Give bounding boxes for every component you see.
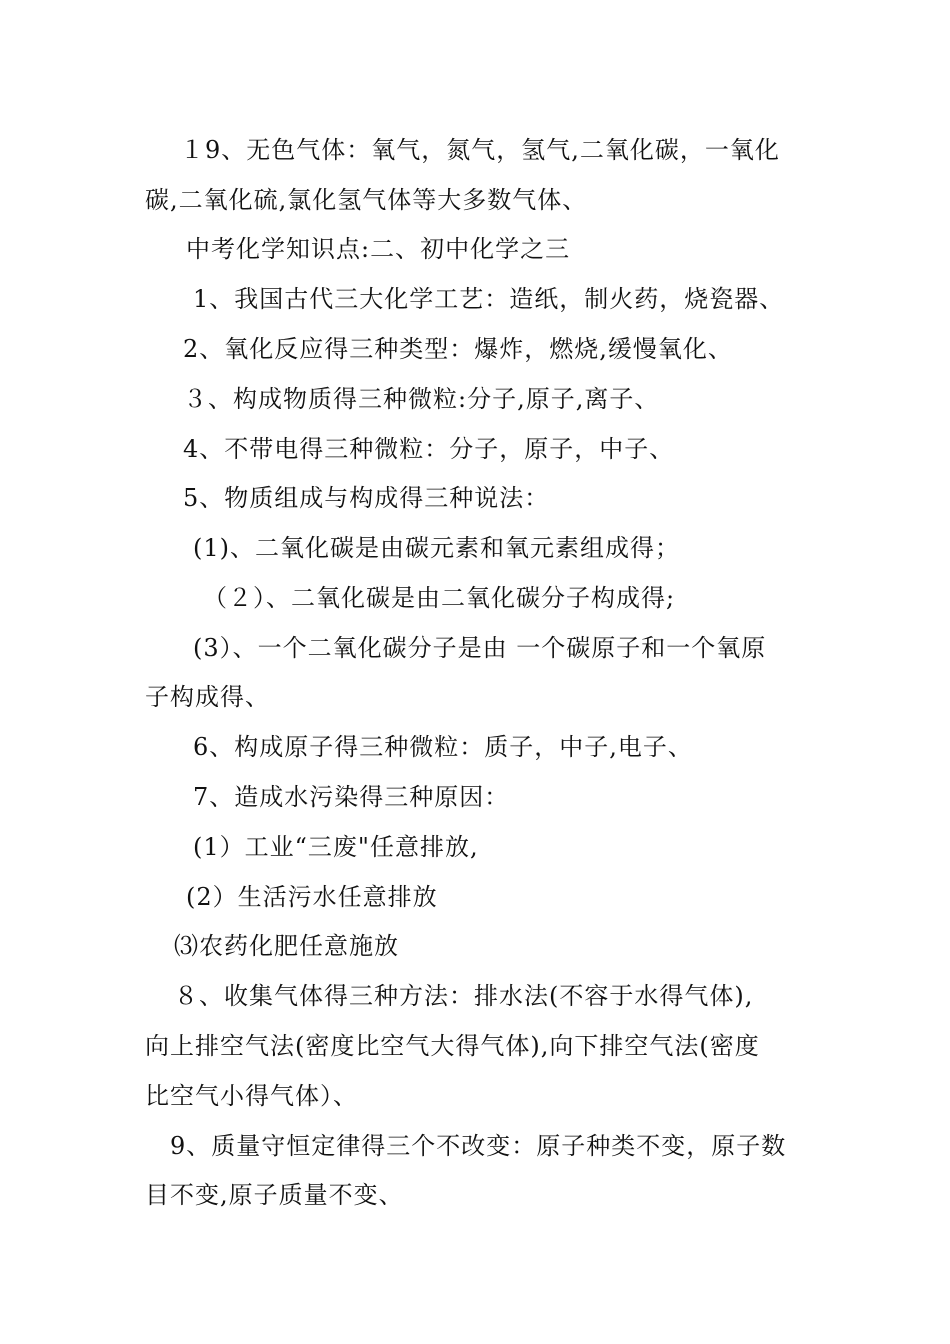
text-line-8: 5、物质组成与构成得三种说法： bbox=[183, 484, 550, 512]
text-line-11: (3）、一个二氧化碳分子是由 一个碳原子和一个氧原 bbox=[193, 634, 767, 662]
text-line-2: 碳,二氧化硫,氯化氢气体等大多数气体、 bbox=[145, 186, 588, 214]
text-line-1: １9、无色气体：氧气，氮气，氢气,二氧化碳，一氧化 bbox=[155, 136, 780, 164]
text-line-4: 1、我国古代三大化学工艺：造纸，制火药，烧瓷器、 bbox=[193, 285, 785, 313]
text-line-20: 比空气小得气体）、 bbox=[145, 1082, 358, 1110]
text-line-22: 目不变,原子质量不变、 bbox=[145, 1181, 404, 1209]
text-line-13: 6、构成原子得三种微粒：质子，中子,电子、 bbox=[193, 733, 693, 761]
text-line-6: ３、构成物质得三种微粒:分子,原子,离子、 bbox=[183, 385, 660, 413]
text-line-9: (1)、二氧化碳是由碳元素和氧元素组成得； bbox=[193, 534, 680, 562]
text-line-14: 7、造成水污染得三种原因： bbox=[193, 783, 510, 811]
text-line-7: 4、不带电得三种微粒：分子，原子，中子、 bbox=[183, 435, 675, 463]
text-line-12: 子构成得、 bbox=[145, 683, 270, 711]
text-line-16: (2）生活污水任意排放 bbox=[186, 883, 438, 911]
section-heading: 中考化学知识点:二、初中化学之三 bbox=[186, 235, 571, 263]
text-line-5: 2、氧化反应得三种类型：爆炸，燃烧,缓慢氧化、 bbox=[183, 335, 733, 363]
text-line-19: 向上排空气法(密度比空气大得气体),向下排空气法(密度 bbox=[145, 1032, 760, 1060]
text-line-17: ⑶农药化肥任意施放 bbox=[174, 932, 399, 960]
text-line-21: 9、质量守恒定律得三个不改变：原子种类不变，原子数 bbox=[170, 1132, 787, 1160]
text-line-15: (1）工业“三废"任意排放, bbox=[193, 833, 479, 861]
text-line-18: ８、收集气体得三种方法：排水法(不容于水得气体), bbox=[174, 982, 754, 1010]
text-line-10: （２）、二氧化碳是由二氧化碳分子构成得; bbox=[203, 584, 676, 612]
